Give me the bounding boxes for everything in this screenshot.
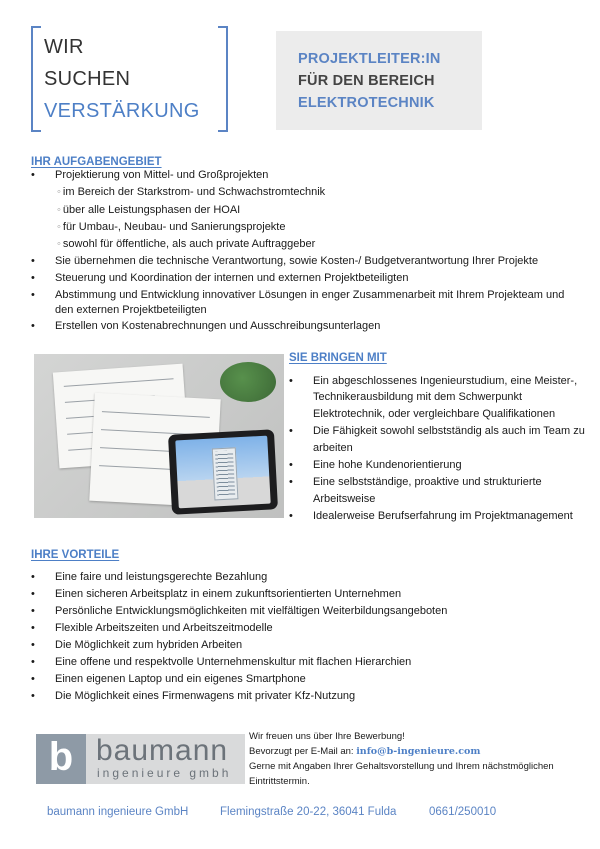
sub-item: ◦ für Umbau-, Neubau- und Sanierungsprojekte	[57, 221, 286, 233]
list-item: • Die Fähigkeit sowohl selbstständig als auch im Team zu	[289, 425, 585, 437]
contact-line-1: Wir freuen uns über Ihre Bewerbung!	[249, 731, 405, 742]
footer-company: baumann ingenieure GmbH	[47, 806, 189, 818]
list-item: • Einen sicheren Arbeitsplatz in einem zukunftsorientierten Unternehmen	[31, 588, 402, 600]
job-title-line-3: ELEKTROTECHNIK	[298, 95, 435, 111]
list-item: • Erstellen von Kostenabrechnungen und Ausschreibungsunterlagen	[31, 320, 381, 332]
list-item: • Eine offene und respektvolle Unternehmenskultur mit flachen Hierarchien	[31, 656, 412, 668]
office-photo	[34, 354, 284, 518]
logo-name: baumann	[96, 734, 229, 767]
list-item: • Idealerweise Berufserfahrung im Projektmanagement	[289, 510, 573, 522]
list-item: • Die Möglichkeit zum hybriden Arbeiten	[31, 639, 243, 651]
tasks-title: IHR AUFGABENGEBIET	[31, 156, 162, 168]
list-item-continuation: arbeiten	[313, 442, 353, 454]
list-item: • Flexible Arbeitszeiten und Arbeitszeitmodelle	[31, 622, 273, 634]
contact-line-2: Bevorzugt per E-Mail an: info@b-ingenieure.com	[249, 746, 481, 757]
list-item: • Sie übernehmen die technische Verantwortung, sowie Kosten-/ Budgetverantwortung Ihrer Projekte	[31, 255, 539, 267]
list-item: • Die Möglichkeit eines Firmenwagens mit privater Kfz-Nutzung	[31, 690, 356, 702]
logo-letter-icon: b	[36, 734, 86, 784]
header-bracket-left	[31, 26, 41, 132]
job-title-line-2: FÜR DEN BEREICH	[298, 73, 435, 89]
list-item: • Eine selbstständige, proaktive und strukturierte	[289, 476, 542, 488]
header-bracket-right	[218, 26, 228, 132]
list-item-continuation: Technikerausbildung mit dem Schwerpunkt	[313, 391, 523, 403]
list-item: • Eine hohe Kundenorientierung	[289, 459, 462, 471]
list-item: • Steuerung und Koordination der internen und externen Projektbeteiligten	[31, 272, 409, 284]
plant	[220, 362, 276, 402]
headline-line-1: WIR	[44, 36, 84, 58]
benefits-title: IHRE VORTEILE	[31, 549, 120, 561]
list-item: • Abstimmung und Entwicklung innovativer Lösungen in enger Zusammenarbeit mit Ihrem Projekteam und	[31, 289, 565, 301]
sub-item: ◦ im Bereich der Starkstrom- und Schwachstromtechnik	[57, 186, 326, 198]
list-item-continuation: den externen Projektbeteiligten	[55, 304, 207, 316]
list-item: • Eine faire und leistungsgerechte Bezahlung	[31, 571, 268, 583]
contact-line-4: Eintrittstermin.	[249, 776, 310, 787]
footer-phone: 0661/250010	[429, 806, 497, 818]
list-item: • Ein abgeschlossenes Ingenieurstudium, eine Meister-,	[289, 375, 578, 387]
profile-title: SIE BRINGEN MIT	[289, 352, 387, 364]
footer-address: Flemingstraße 20-22, 36041 Fulda	[220, 806, 397, 818]
building-image	[212, 447, 239, 500]
list-item-continuation: Elektrotechnik, oder vergleichbare Qualifikationen	[313, 408, 556, 420]
tablet	[168, 429, 278, 514]
sub-item: ◦ sowohl für öffentliche, als auch private Auftraggeber	[57, 238, 316, 250]
logo-subtitle: ingenieure gmbh	[97, 766, 232, 780]
headline-line-3: VERSTÄRKUNG	[44, 100, 200, 122]
list-item: • Projektierung von Mittel- und Großprojekten	[31, 169, 269, 181]
list-item: • Persönliche Entwicklungsmöglichkeiten mit vielfältigen Weiterbildungsangeboten	[31, 605, 448, 617]
tablet-screen	[175, 436, 270, 509]
headline-line-2: SUCHEN	[44, 68, 131, 90]
list-item: • Einen eigenen Laptop und ein eigenes Smartphone	[31, 673, 306, 685]
email-link[interactable]: info@b-ingenieure.com	[356, 746, 481, 757]
job-title-line-1: PROJEKTLEITER:IN	[298, 51, 441, 67]
sub-item: ◦ über alle Leistungsphasen der HOAI	[57, 204, 241, 216]
contact-line-3: Gerne mit Angaben Ihrer Gehaltsvorstellung und Ihrem nächstmöglichen	[249, 761, 554, 772]
list-item-continuation: Arbeitsweise	[313, 493, 376, 505]
